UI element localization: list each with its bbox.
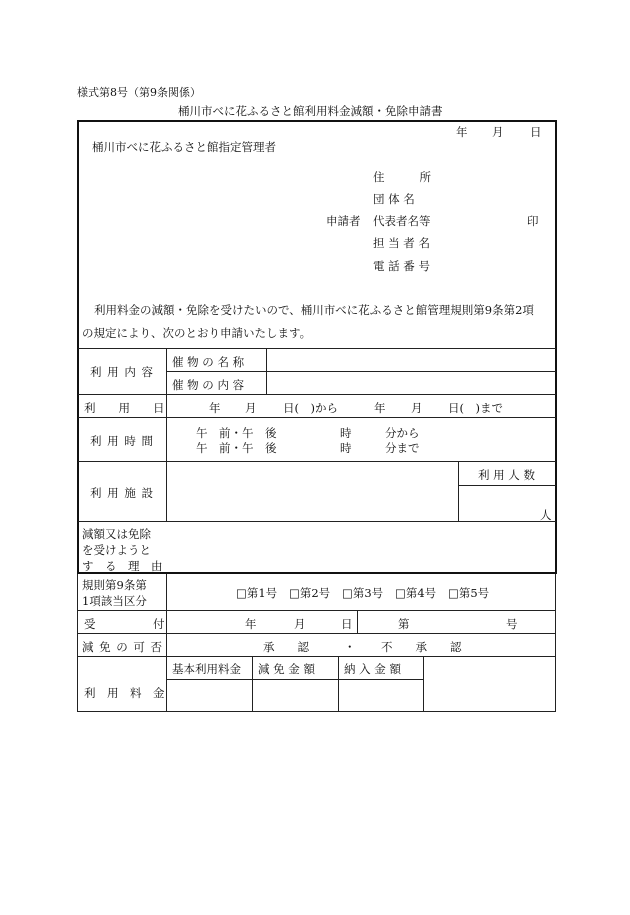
users-count-label: 利 用 人 数 xyxy=(478,468,535,482)
rule-label-line-2: 1項該当区分 xyxy=(82,594,147,608)
addressee: 桶川市べに花ふるさと館指定管理者 xyxy=(92,140,276,154)
applicant-address-label: 住 所 xyxy=(373,170,431,184)
to-month: 月 xyxy=(411,401,423,415)
applicant-representative-label: 代表者名等 xyxy=(373,214,431,228)
base-fee-header: 基本利用料金 xyxy=(172,662,241,676)
from-month: 月 xyxy=(245,401,257,415)
time-start-minute: 分から xyxy=(385,426,420,440)
event-content-field[interactable] xyxy=(268,373,554,393)
applicant-group-label: 団 体 名 xyxy=(373,192,415,206)
event-name-label: 催 物 の 名 称 xyxy=(172,355,245,369)
seal-mark: 印 xyxy=(527,214,539,228)
reason-label-line-1: 減額又は免除 xyxy=(82,527,151,541)
applicant-phone-label: 電 話 番 号 xyxy=(373,259,430,273)
time-start-ampm: 午 前・午 後 xyxy=(196,426,277,440)
to-year: 年 xyxy=(374,401,386,415)
event-name-field[interactable] xyxy=(268,350,554,370)
statement-line-1: 利用料金の減額・免除を受けたいので、桶川市べに花ふるさと館管理規則第9条第2項 xyxy=(94,303,534,317)
from-day: 日( )から xyxy=(283,401,338,415)
to-day: 日( )まで xyxy=(448,401,503,415)
approval-separator: ・ xyxy=(344,640,356,654)
reason-field[interactable] xyxy=(168,523,554,571)
applicant-contact-label: 担 当 者 名 xyxy=(373,236,430,250)
date-month: 月 xyxy=(492,125,504,139)
payment-header: 納 入 金 額 xyxy=(344,662,401,676)
form-number: 様式第8号（第9条関係） xyxy=(77,86,201,99)
rule-option-2[interactable]: □第2号 xyxy=(289,586,331,600)
rule-option-5[interactable]: □第5号 xyxy=(448,586,490,600)
base-fee-field[interactable] xyxy=(168,681,251,710)
rule-option-1[interactable]: □第1号 xyxy=(236,586,278,600)
fee-label: 利 用 料 金 xyxy=(84,686,165,700)
facility-label: 利 用 施 設 xyxy=(90,486,154,500)
approval-label: 減免の可否 xyxy=(82,640,162,654)
reduction-header: 減 免 金 額 xyxy=(258,662,315,676)
applicant-label: 申請者 xyxy=(326,214,361,228)
approve-option[interactable]: 承 認 xyxy=(263,640,309,654)
time-end-hour: 時 xyxy=(340,441,352,455)
reject-option[interactable]: 不 承 認 xyxy=(381,640,462,654)
rule-label-line-1: 規則第9条第 xyxy=(82,578,147,592)
reception-month: 月 xyxy=(294,617,306,631)
usage-content-label: 利 用 内 容 xyxy=(90,365,154,379)
date-year: 年 xyxy=(456,125,468,139)
date-day: 日 xyxy=(530,125,542,139)
reception-day: 日 xyxy=(341,617,353,631)
statement-line-2: の規定により、次のとおり申請いたします。 xyxy=(82,326,312,340)
reduction-field[interactable] xyxy=(254,681,337,710)
usage-time-label: 利 用 時 間 xyxy=(90,434,154,448)
reception-year: 年 xyxy=(245,617,257,631)
event-content-label: 催 物 の 内 容 xyxy=(172,378,245,392)
payment-field[interactable] xyxy=(340,681,422,710)
rule-option-3[interactable]: □第3号 xyxy=(342,586,384,600)
time-end-ampm: 午 前・午 後 xyxy=(196,441,277,455)
reception-number-prefix: 第 xyxy=(398,617,410,631)
reason-label-line-2: を受けようと xyxy=(82,543,151,557)
facility-field[interactable] xyxy=(168,463,456,520)
users-count-unit: 人 xyxy=(540,508,552,522)
from-year: 年 xyxy=(209,401,221,415)
time-end-minute: 分まで xyxy=(385,441,420,455)
reception-number-suffix: 号 xyxy=(506,617,518,631)
reason-label-line-3: す る 理 由 xyxy=(82,559,163,573)
usage-date-label: 利 用 日 xyxy=(84,401,165,415)
reception-label: 受 付 xyxy=(84,617,165,631)
rule-option-4[interactable]: □第4号 xyxy=(395,586,437,600)
time-start-hour: 時 xyxy=(340,426,352,440)
form-title: 桶川市べに花ふるさと館利用料金減額・免除申請書 xyxy=(178,104,443,118)
